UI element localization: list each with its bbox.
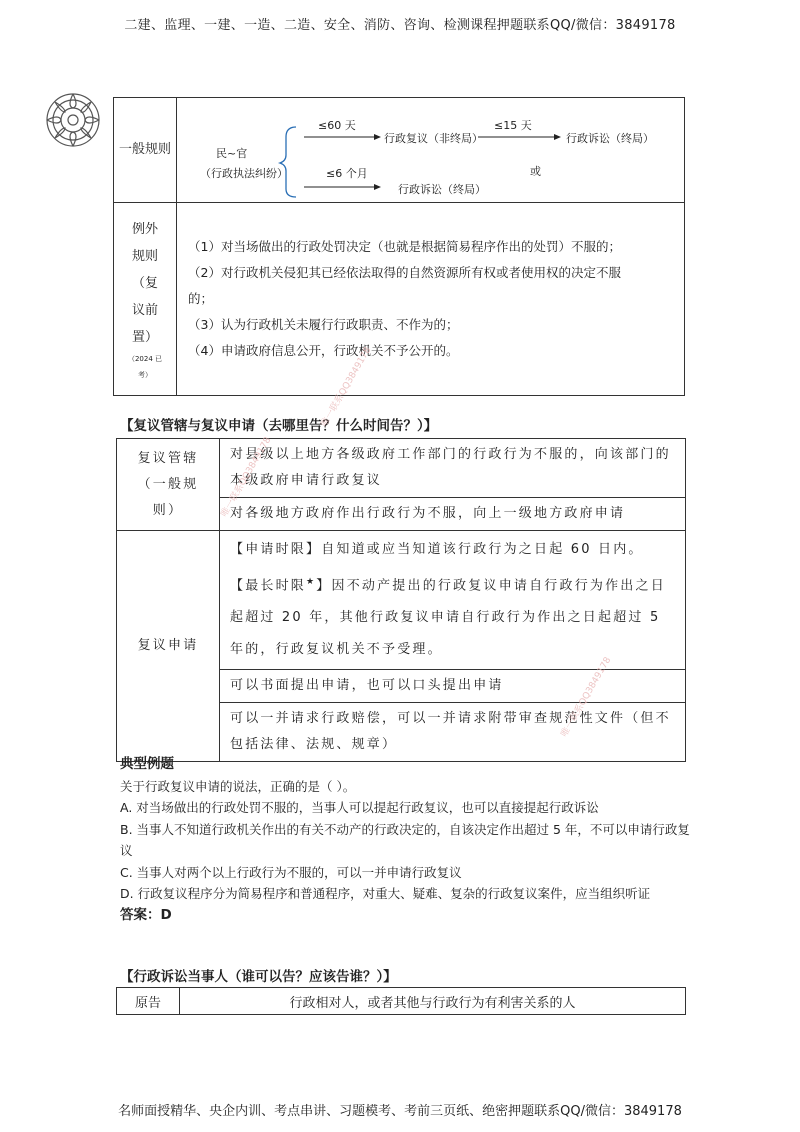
source-line2: （行政执法纠纷） [200, 167, 288, 180]
litigation-party-table [116, 987, 686, 1015]
jurisdiction-row1: 对县级以上地方各级政府工作部门的行政行为不服的，向该部门的本级政府申请行政复议 [220, 439, 686, 498]
example-block [120, 754, 690, 926]
page-header: 二建、监理、一建、一造、二造、安全、消防、咨询、检测课程押题联系QQ/微信：3849178 [124, 18, 676, 33]
exception-list [177, 203, 685, 396]
jurisdiction-label-line1: 复议管辖 [137, 450, 199, 466]
review-node: 行政复议（非终局） [384, 132, 483, 145]
bottom-limit: ≤6 个月 [326, 167, 368, 180]
exception-item: 的； [188, 291, 214, 306]
plaintiff-label: 原告 [117, 988, 180, 1015]
max-limit-text: 】因不动产提出的行政复议申请自行政行为作出之日起超过 20 年，其他行政复议申请自行政行为作出之日起超过 5 年的，行政复议机关不予受理。 [230, 578, 666, 658]
application-form: 可以书面提出申请，也可以口头提出申请 [220, 670, 686, 703]
jurisdiction-label-line2: （一般规 [137, 476, 199, 492]
or-label: 或 [530, 165, 541, 178]
plaintiff-text: 行政相对人，或者其他与行政行为有利害关系的人 [180, 988, 686, 1015]
exception-label-line1: 例外 [131, 221, 158, 237]
example-answer: 答案：D [120, 906, 172, 923]
second-limit: ≤15 天 [494, 119, 532, 132]
jurisdiction-row2: 对各级地方政府作出行政行为不服，向上一级地方政府申请 [220, 498, 686, 531]
exception-label-line4: 议前 [131, 302, 158, 318]
review-rules-table [113, 97, 685, 396]
general-rule-label: 一般规则 [114, 98, 177, 203]
max-limit-tag: 【最长时限 [230, 578, 307, 594]
example-option: B. 当事人不知道行政机关作出的有关不动产的行政决定的，自该决定作出超过 5 年，不可以申请行政复议 [120, 821, 690, 858]
exception-note1: （2024 已 [127, 354, 163, 363]
watermark: 唯一联系QQ3849178 [319, 345, 374, 429]
source-line1: 民~官 [216, 147, 248, 160]
exception-rule-label [114, 203, 177, 396]
example-option: A. 对当场做出的行政处罚不服的，当事人可以提起行政复议，也可以直接提起行政诉讼 [120, 800, 599, 815]
review-flow-diagram [178, 99, 683, 201]
exception-item: （4）申请政府信息公开，行政机关不予公开的。 [188, 343, 459, 358]
application-compensation: 可以一并请求行政赔偿，可以一并请求附带审查规范性文件（但不包括法律、法规、规章） [220, 703, 686, 762]
application-time-cell [220, 531, 686, 670]
watermark: 唯一联系QQ3849178 [219, 435, 274, 519]
jurisdiction-label [117, 439, 220, 531]
jurisdiction-label-line3: 则） [152, 502, 184, 518]
exception-item: （1）对当场做出的行政处罚决定（也就是根据简易程序作出的处罚）不服的； [188, 239, 621, 254]
exception-item: （2）对行政机关侵犯其已经依法取得的自然资源所有权或者使用权的决定不服 [188, 265, 621, 280]
exception-item: （3）认为行政机关未履行行政职责、不作为的； [188, 317, 459, 332]
litigation-final-node: 行政诉讼（终局） [566, 132, 654, 145]
star-icon: ★ [306, 577, 317, 587]
example-title: 典型例题 [120, 756, 174, 772]
flower-seal-logo [45, 92, 101, 148]
exception-label-line2: 规则 [131, 248, 158, 264]
section2-title: 【复议管辖与复议申请（去哪里告？什么时间告？）】 [120, 418, 438, 434]
exception-label-line3: （复 [131, 275, 158, 291]
application-time-limit: 【申请时限】自知道或应当知道该行政行为之日起 60 日内。 [230, 542, 644, 557]
exception-label-line5: 置） [131, 329, 158, 345]
example-question: 关于行政复议申请的说法，正确的是（ ）。 [120, 778, 356, 794]
review-jurisdiction-table [116, 438, 686, 762]
example-option: C. 当事人对两个以上行政行为不服的，可以一并申请行政复议 [120, 864, 462, 880]
page-footer: 名师面授精华、央企内训、考点串讲、习题模考、考前三页纸、绝密押题联系QQ/微信：3849178 [118, 1104, 682, 1119]
application-label: 复议申请 [117, 531, 220, 762]
example-option: D. 行政复议程序分为简易程序和普通程序，对重大、疑难、复杂的行政复议案件，应当组织听证 [120, 886, 651, 901]
watermark: 唯一联系QQ3849178 [559, 655, 614, 739]
litigation-bottom-node: 行政诉讼（终局） [398, 183, 486, 196]
exception-note2: 考） [138, 370, 152, 379]
section3-title: 【行政诉讼当事人（谁可以告？应该告谁？）】 [120, 969, 397, 985]
top-limit: ≤60 天 [318, 119, 356, 132]
